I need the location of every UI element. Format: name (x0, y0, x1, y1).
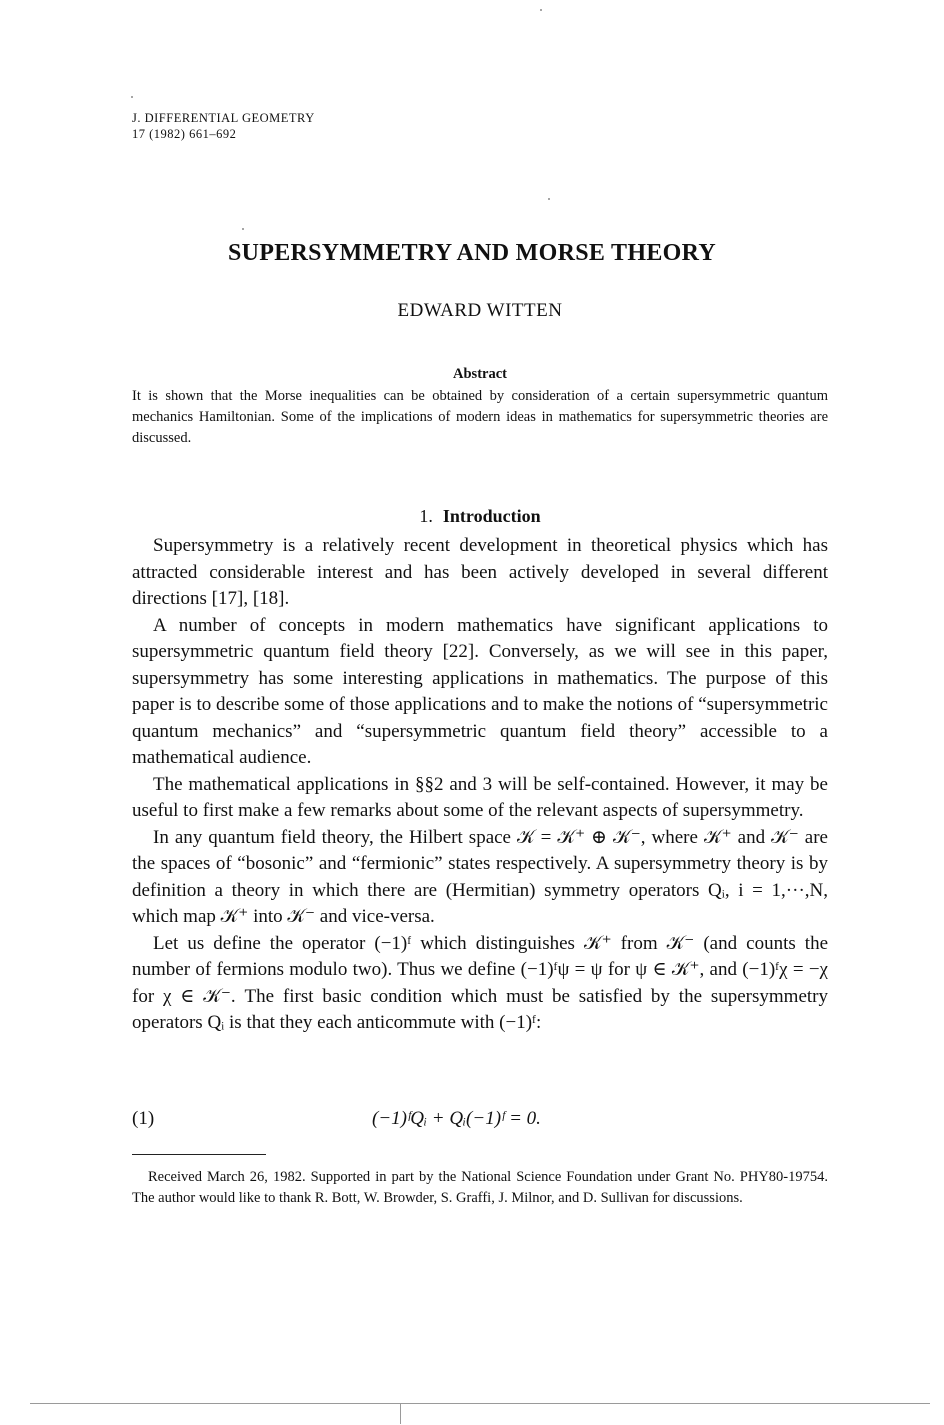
equation-text: (−1)ᶠQᵢ + Qᵢ(−1)ᶠ = 0. (372, 1108, 541, 1129)
paragraph: The mathematical applications in §§2 and 3 will be self-contained. However, it may be useful to first make a few remarks about some of the relevant aspects of supersymmetry. (132, 773, 828, 821)
scan-speck (540, 9, 542, 11)
section-body (132, 533, 828, 1037)
section-heading (0, 506, 944, 527)
section-number: 1. (419, 506, 433, 526)
scan-speck (131, 96, 133, 98)
section-title: Introduction (442, 506, 541, 526)
paragraph: Supersymmetry is a relatively recent development in theoretical physics which has attracted considerable interest and has been actively developed in several different directions [17], [18]. (132, 535, 828, 609)
equation-1 (132, 1108, 828, 1136)
scan-speck (242, 228, 244, 230)
journal-volume: 17 (1982) 661–692 (132, 127, 237, 141)
equation-number: (1) (132, 1108, 155, 1129)
page-bottom-rule (30, 1403, 930, 1404)
abstract-text: It is shown that the Morse inequalities can be obtained by consideration of a certain supersymmetric quantum mechanics Hamiltonian. Some of the implications of modern ideas in mathematics for supersymmetric theories are discussed. (132, 388, 828, 446)
footnote-divider (132, 1154, 266, 1155)
journal-name: J. DIFFERENTIAL GEOMETRY (132, 111, 315, 125)
paragraph: In any quantum field theory, the Hilbert space 𝒦 = 𝒦⁺ ⊕ 𝒦⁻, where 𝒦⁺ and 𝒦⁻ are the spaces of “bosonic” and “fermionic” states respectively. A supersymmetry theory is by definition a theory in which there are (Hermitian) symmetry operators Qᵢ, i = 1,···,N, which map 𝒦⁺ into 𝒦⁻ and vice-versa. (132, 826, 828, 927)
paragraph: Let us define the operator (−1)ᶠ which distinguishes 𝒦⁺ from 𝒦⁻ (and counts the number of fermions modulo two). Thus we define (−1)ᶠψ = ψ for ψ ∈ 𝒦⁺, and (−1)ᶠχ = −χ for χ ∈ 𝒦⁻. The first basic condition which must be satisfied by the supersymmetry operators Qᵢ is that they each anticommute with (−1)ᶠ: (132, 932, 828, 1033)
footnote: Received March 26, 1982. Supported in part by the National Science Foundation under Grant No. PHY80-19754. The author would like to thank R. Bott, W. Browder, S. Graffi, J. Milnor, and D. Sullivan for discussions. (132, 1169, 828, 1206)
paper-title: SUPERSYMMETRY AND MORSE THEORY (227, 240, 717, 266)
paper-author: EDWARD WITTEN (397, 300, 563, 321)
abstract-heading: Abstract (453, 366, 507, 382)
page-bottom-tick (400, 1404, 401, 1424)
journal-header (132, 110, 315, 142)
scan-speck (548, 198, 550, 200)
paragraph: A number of concepts in modern mathematics have significant applications to supersymmetric quantum field theory [22]. Conversely, as we will see in this paper, supersymmetry has some interesting applications in mathematics. The purpose of this paper is to describe some of those applications and to make the notions of “supersymmetric quantum mechanics” and “supersymmetric quantum field theory” accessible to a mathematical audience. (132, 614, 828, 768)
